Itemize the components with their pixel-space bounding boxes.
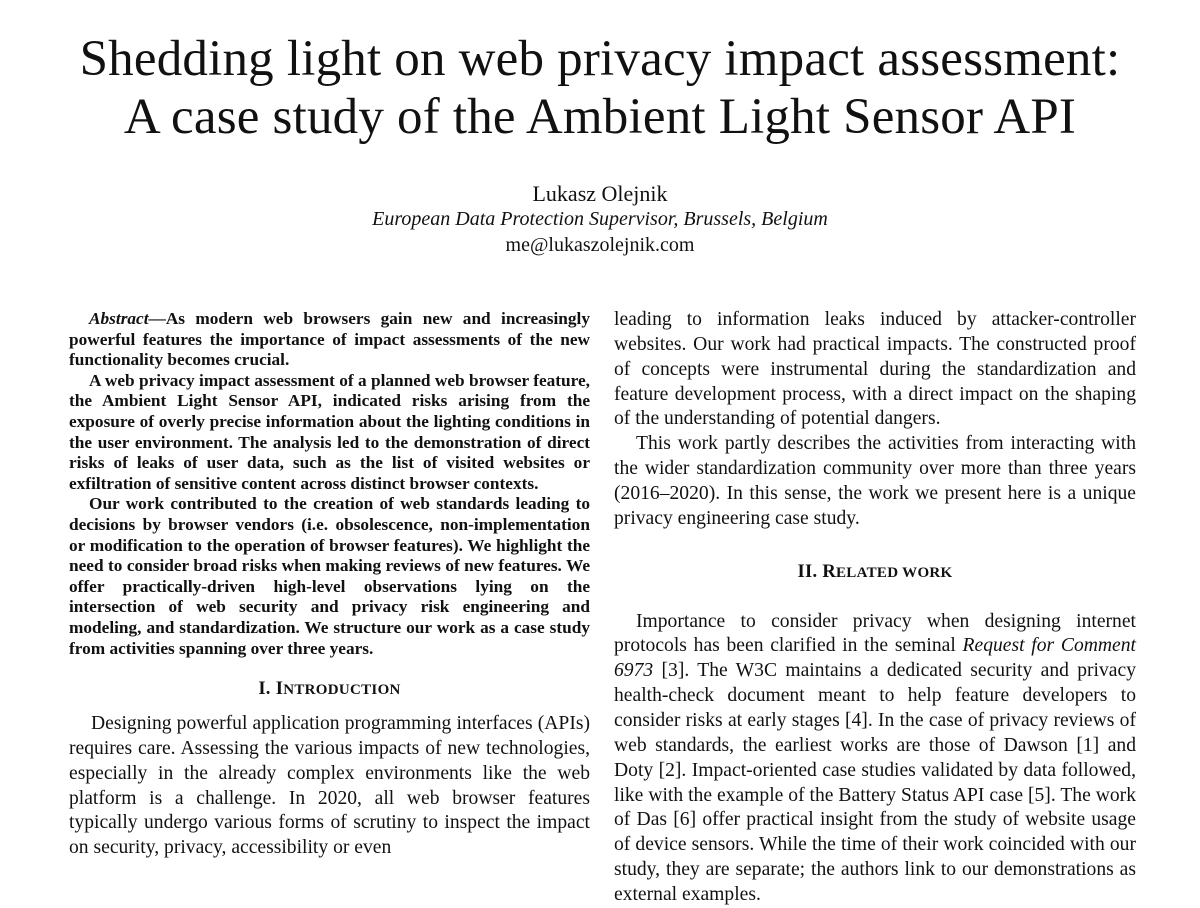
abstract-paragraph-2: A web privacy impact assessment of a planned web browser feature, the Ambient Light Sensor API, indicated risks arising from the exposure of overly precise information about the lighting conditions in the user environment. The analysis led to the demonstration of direct risks of leaks of user data, such as the list of visited websites or exfiltration of sensitive content across distinct browser contexts. [69, 370, 590, 493]
right-paragraph-1: leading to information leaks induced by attacker-controller websites. Our work had practical impacts. The constructed proof of concepts were instrumental during the standardization and feature development process, with a direct impact on the shaping of the understanding of potential dangers. [614, 309, 1136, 430]
section-heading-related-work [614, 560, 1136, 585]
abstract-text-1: As modern web browsers gain new and increasingly powerful features the importance of impact assessments of the new functionality becomes crucial. [69, 309, 590, 370]
related-work-paragraph-1 [614, 610, 1136, 908]
introduction-continued [614, 308, 1136, 532]
paper-title-line-2: A case study of the Ambient Light Sensor API [123, 89, 1077, 145]
left-column [69, 309, 590, 861]
abstract-paragraph-1 [69, 309, 590, 371]
introduction-body [69, 712, 590, 861]
section-title-initial: I [275, 679, 284, 700]
paper-title-line-1: Shedding light on web privacy impact assessment: [79, 31, 1121, 87]
author-affiliation: European Data Protection Supervisor, Brussels, Belgium [372, 208, 828, 230]
abstract [69, 309, 590, 659]
related-work-body [614, 610, 1136, 908]
section-title-rest: ELATED WORK [836, 564, 953, 581]
paper-title [0, 30, 1200, 146]
section-number: I. [258, 679, 271, 700]
related-text-a: Importance to consider privacy when designing internet protocols has been clarified in the seminal [614, 610, 1136, 657]
section-number: II. [797, 561, 818, 582]
related-text-b: [3]. The W3C maintains a dedicated security and privacy health-check document meant to help feature developers to consider risks at early stages [4]. In the case of privacy reviews of web standards, the earliest works are those of Dawson [1] and Doty [2]. Impact-oriented case studies validated by data followed, like with the example of the Battery Status API case [5]. The work of Das [6] offer practical insight from the study of website usage of device sensors. While the time of their work coincided with our study, they are separate; the authors link to our demonstrations as external examples. [614, 660, 1136, 905]
author-email: me@lukaszolejnik.com [505, 234, 695, 256]
abstract-label: Abstract [89, 309, 149, 328]
introduction-paragraph-1: Designing powerful application programming interfaces (APIs) requires care. Assessing the various impacts of new technologies, especially in the already complex environments like the web platform is a challenge. In 2020, all web browser features typically undergo various forms of scrutiny to inspect the impact on security, privacy, accessibility or even [69, 713, 590, 859]
author-name: Lukasz Olejnik [532, 181, 668, 206]
right-paragraph-2: This work partly describes the activities from interacting with the wider standardization community over more than three years (2016–2020). In this sense, the work we present here is a unique privacy engineering case study. [614, 433, 1136, 529]
abstract-dash: — [148, 309, 166, 328]
section-title-rest: NTRODUCTION [283, 682, 401, 699]
right-column [614, 308, 1136, 908]
section-heading-introduction [69, 677, 590, 702]
abstract-paragraph-3: Our work contributed to the creation of web standards leading to decisions by browser vendors (i.e. obsolescence, non-implementation or modification to the operation of browser features). We highlight the need to consider broad risks when making reviews of new features. We offer practically-driven high-level observations lying on the intersection of web security and privacy risk engineering and modeling, and standardization. We structure our work as a case study from activities spanning over three years. [69, 494, 590, 658]
section-title-initial: R [822, 561, 836, 582]
rfc-citation: Request for Comment 6973 [614, 635, 1136, 682]
